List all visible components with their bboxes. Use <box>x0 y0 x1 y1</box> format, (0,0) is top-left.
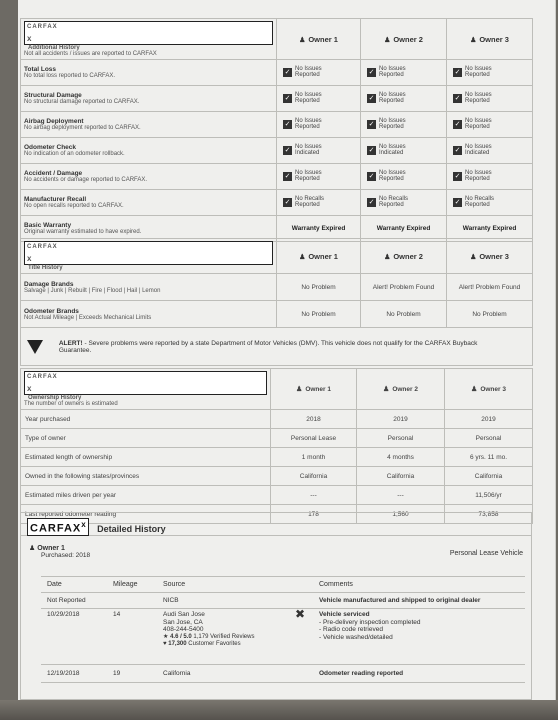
checkbox-checked-icon: ✓ <box>454 94 461 102</box>
col-source: Source <box>163 577 291 593</box>
person-icon: ♟ <box>470 253 477 261</box>
owner-type: Personal Lease Vehicle <box>449 550 523 557</box>
warranty-owner-3: Warranty Expired <box>447 216 533 242</box>
section-subtitle: Not all accidents / issues are reported to CARFAX <box>24 51 157 57</box>
record-comment: ✖ Vehicle serviced - Pre-delivery inspection completed - Radio code retrieved - Vehicle washed/detailed <box>291 609 525 665</box>
ownership-owner-1-value: 178 <box>271 505 357 524</box>
person-icon: ♟ <box>29 545 36 552</box>
ownership-row-label: Year purchased <box>21 410 271 429</box>
carfax-logo: CARFAX x <box>24 21 273 45</box>
additional-history-header <box>21 19 277 60</box>
warning-icon <box>27 340 43 354</box>
ownership-row <box>21 410 533 429</box>
ownership-owner-3-value: 73,858 <box>445 505 533 524</box>
checkbox-checked-icon: ✓ <box>368 146 375 154</box>
damage-owner-1: No Problem <box>277 274 361 301</box>
history-row-label: Accident / Damage No accidents or damage reported to CARFAX. <box>21 164 277 190</box>
carfax-logo: CARFAX x <box>24 371 267 395</box>
record-comment: Odometer reading reported <box>291 665 525 683</box>
checkbox-checked-icon: ✓ <box>454 120 461 128</box>
record-source: Audi San Jose San Jose, CA 408-244-5400 ★ 4.6 / 5.0 1,179 Verified Reviews ♥ 17,300 Customer Favorites <box>163 609 291 665</box>
warranty-label: Basic Warranty Original warranty estimated to have expired. <box>21 216 277 242</box>
history-row-label: Total Loss No total loss reported to CARFAX. <box>21 60 277 86</box>
section-title: Additional History <box>28 45 80 51</box>
col-comments: Comments <box>291 577 525 593</box>
damage-owner-3: Alert! Problem Found <box>447 274 533 301</box>
section-subtitle: The number of owners is estimated <box>24 401 118 407</box>
odometer-owner-3: No Problem <box>447 301 533 328</box>
wrench-icon: ✖ <box>295 607 306 621</box>
person-icon: ♟ <box>471 386 478 393</box>
owner-1-status: ✓ No Issues Reported <box>277 164 361 190</box>
additional-history-section <box>20 18 532 242</box>
ownership-row-label: Estimated miles driven per year <box>21 486 271 505</box>
ownership-owner-1-value: 2018 <box>271 410 357 429</box>
person-icon: ♟ <box>299 36 306 44</box>
owner-1-records <box>20 536 532 700</box>
record-source: NICB <box>163 593 291 609</box>
history-row <box>21 138 533 164</box>
odometer-owner-1: No Problem <box>277 301 361 328</box>
odometer-owner-2: No Problem <box>361 301 447 328</box>
checkbox-checked-icon: ✓ <box>368 94 375 102</box>
detailed-history-header <box>20 512 532 536</box>
owner-1-status: ✓ No Issues Reported <box>277 60 361 86</box>
owner-3-status: ✓ No Issues Reported <box>447 86 533 112</box>
ownership-owner-3-value: California <box>445 467 533 486</box>
table-surface <box>0 700 558 720</box>
detailed-history-section <box>20 512 532 700</box>
title-history-section <box>20 238 532 366</box>
record-comment: Vehicle manufactured and shipped to original dealer <box>291 593 525 609</box>
ownership-row-label: Last reported odometer reading <box>21 505 271 524</box>
record-date: 10/29/2018 <box>41 609 113 665</box>
title-history-header <box>21 239 277 274</box>
owner-1-status: ✓ No Issues Reported <box>277 112 361 138</box>
record-date: Not Reported <box>41 593 113 609</box>
checkbox-checked-icon: ✓ <box>368 120 375 128</box>
history-row-label: Airbag Deployment No airbag deployment reported to CARFAX. <box>21 112 277 138</box>
ownership-owner-1-value: Personal Lease <box>271 429 357 448</box>
ownership-owner-2-value: 4 months <box>357 448 445 467</box>
checkbox-checked-icon: ✓ <box>284 198 291 206</box>
owner-1-status: ✓ No Issues Indicated <box>277 138 361 164</box>
heart-icon: ♥ <box>163 641 167 647</box>
owner-3-status: ✓ No Issues Reported <box>447 112 533 138</box>
ownership-owner-1-value: California <box>271 467 357 486</box>
owner-3-status: ✓ No Issues Reported <box>447 164 533 190</box>
history-row <box>21 164 533 190</box>
checkbox-checked-icon: ✓ <box>284 120 291 128</box>
ownership-row <box>21 448 533 467</box>
record-date: 12/19/2018 <box>41 665 113 683</box>
damage-owner-2: Alert! Problem Found <box>361 274 447 301</box>
ownership-owner-1-value: --- <box>271 486 357 505</box>
checkbox-checked-icon: ✓ <box>284 172 291 180</box>
person-icon: ♟ <box>384 36 391 44</box>
ownership-owner-2-value: --- <box>357 486 445 505</box>
col-mileage: Mileage <box>113 577 163 593</box>
ownership-history-header <box>21 369 271 410</box>
checkbox-checked-icon: ✓ <box>368 198 375 206</box>
owner-1-header: ♟ Owner 1 <box>277 19 361 60</box>
owner-3-header: ♟ Owner 3 <box>445 369 533 410</box>
history-row-label: Structural Damage No structural damage reported to CARFAX. <box>21 86 277 112</box>
checkbox-checked-icon: ✓ <box>454 146 461 154</box>
ownership-row-label: Estimated length of ownership <box>21 448 271 467</box>
checkbox-checked-icon: ✓ <box>454 172 461 180</box>
ownership-row <box>21 429 533 448</box>
ownership-owner-2-value: Personal <box>357 429 445 448</box>
checkbox-checked-icon: ✓ <box>284 146 291 154</box>
checkbox-checked-icon: ✓ <box>454 198 461 206</box>
checkbox-checked-icon: ✓ <box>368 68 375 76</box>
owner-3-status: ✓ No Recalls Reported <box>447 190 533 216</box>
person-icon: ♟ <box>384 253 391 261</box>
record-mileage <box>113 593 163 609</box>
ownership-owner-1-value: 1 month <box>271 448 357 467</box>
owner-2-header: ♟ Owner 2 <box>357 369 445 410</box>
dmv-alert: ALERT! - Severe problems were reported by a state Department of Motor Vehicles (DMV). This vehicle does not qualify for the CARFAX Buyback Guarantee. <box>21 328 533 366</box>
owner-2-header: ♟ Owner 2 <box>361 19 447 60</box>
owner-1-status: ✓ No Issues Reported <box>277 86 361 112</box>
odometer-brands-label: Odometer Brands Not Actual Mileage | Exceeds Mechanical Limits <box>21 301 277 328</box>
ownership-history-section <box>20 368 532 524</box>
owner-2-status: ✓ No Recalls Reported <box>361 190 447 216</box>
carfax-logo: CARFAX$^x$ <box>27 518 89 536</box>
carfax-logo: CARFAX x <box>24 241 273 265</box>
history-row <box>21 112 533 138</box>
person-icon: ♟ <box>299 253 306 261</box>
history-row <box>21 60 533 86</box>
owner-1-status: ✓ No Recalls Reported <box>277 190 361 216</box>
ownership-owner-3-value: 2019 <box>445 410 533 429</box>
checkbox-checked-icon: ✓ <box>284 94 291 102</box>
section-title: Title History <box>28 265 63 271</box>
star-icon: ★ <box>163 633 169 640</box>
owner-2-header: ♟ Owner 2 <box>361 239 447 274</box>
record-mileage: 19 <box>113 665 163 683</box>
history-row <box>21 190 533 216</box>
owner-2-status: ✓ No Issues Reported <box>361 86 447 112</box>
owner-3-header: ♟ Owner 3 <box>447 239 533 274</box>
section-title: Detailed History <box>97 523 166 534</box>
owner-2-status: ✓ No Issues Reported <box>361 60 447 86</box>
history-row-label: Odometer Check No indication of an odometer rollback. <box>21 138 277 164</box>
section-title: Ownership History <box>28 395 82 401</box>
person-icon: ♟ <box>470 36 477 44</box>
warranty-owner-2: Warranty Expired <box>361 216 447 242</box>
checkbox-checked-icon: ✓ <box>284 68 291 76</box>
owner-3-status: ✓ No Issues Indicated <box>447 138 533 164</box>
owner-3-header: ♟ Owner 3 <box>447 19 533 60</box>
records-table <box>41 576 525 683</box>
ownership-owner-3-value: 11,506/yr <box>445 486 533 505</box>
owner-2-status: ✓ No Issues Reported <box>361 112 447 138</box>
ownership-owner-2-value: 2019 <box>357 410 445 429</box>
record-mileage: 14 <box>113 609 163 665</box>
owner-1-header: ♟ Owner 1 <box>271 369 357 410</box>
ownership-row <box>21 486 533 505</box>
ownership-row <box>21 467 533 486</box>
ownership-owner-2-value: California <box>357 467 445 486</box>
owner-3-status: ✓ No Issues Reported <box>447 60 533 86</box>
damage-brands-label: Damage Brands Salvage | Junk | Rebuilt | Fire | Flood | Hail | Lemon <box>21 274 277 301</box>
person-icon: ♟ <box>296 386 303 393</box>
ownership-owner-2-value: 1,560 <box>357 505 445 524</box>
ownership-owner-3-value: Personal <box>445 429 533 448</box>
ownership-owner-3-value: 6 yrs. 11 mo. <box>445 448 533 467</box>
history-row <box>21 86 533 112</box>
col-date: Date <box>41 577 113 593</box>
checkbox-checked-icon: ✓ <box>454 68 461 76</box>
ownership-row-label: Type of owner <box>21 429 271 448</box>
owner-summary: ♟ Owner 1 Purchased: 2018 <box>29 545 91 559</box>
checkbox-checked-icon: ✓ <box>368 172 375 180</box>
owner-1-header: ♟ Owner 1 <box>277 239 361 274</box>
history-row-label: Manufacturer Recall No open recalls reported to CARFAX. <box>21 190 277 216</box>
owner-2-status: ✓ No Issues Indicated <box>361 138 447 164</box>
ownership-row-label: Owned in the following states/provinces <box>21 467 271 486</box>
owner-2-status: ✓ No Issues Reported <box>361 164 447 190</box>
warranty-owner-1: Warranty Expired <box>277 216 361 242</box>
record-source: California <box>163 665 291 683</box>
person-icon: ♟ <box>383 386 390 393</box>
